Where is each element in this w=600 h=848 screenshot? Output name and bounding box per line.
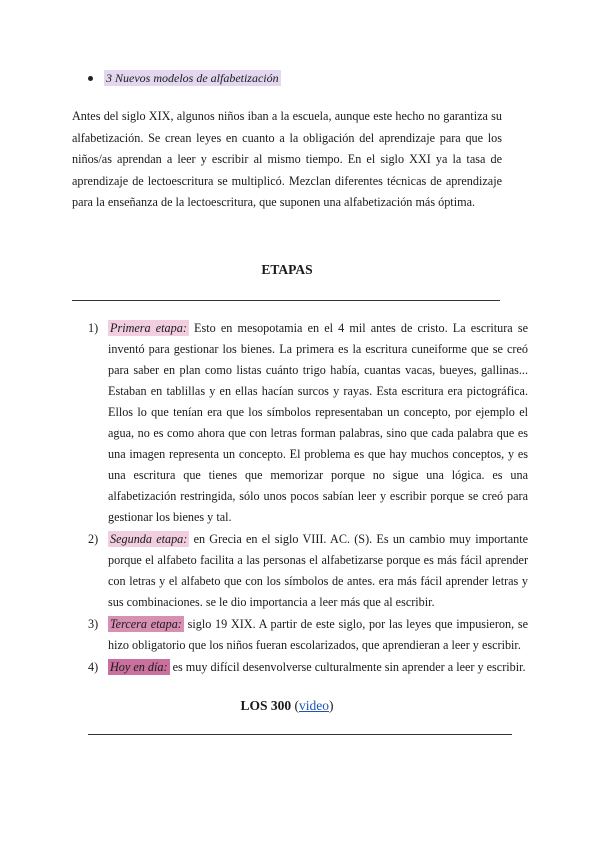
- stage-text: es muy difícil desenvolverse culturalmente sin aprender a leer y escribir.: [172, 660, 526, 674]
- stage-label: Primera etapa:: [110, 321, 187, 335]
- divider-line: [88, 734, 512, 735]
- stage-number: 3): [88, 617, 99, 631]
- intro-paragraph: Antes del siglo XIX, algunos niños iban a la escuela, aunque este hecho no garantiza su alfabetización. Se crean leyes en cuanto a la obligación del aprendizaje para que los niños/as aprendan a leer y escribir al mismo tiempo. En el siglo XXI ya la tasa de aprendizaje de lectoescritura se multiplicó. Mezclan diferentes técnicas de aprendizaje para la enseñanza de la lectoescritura, que suponen una alfabetización más óptima.: [72, 109, 502, 209]
- stage-item: [88, 614, 528, 656]
- paren-open: (: [294, 698, 299, 713]
- video-link-wrapper: [295, 698, 334, 713]
- stage-text: en Grecia en el siglo VIII. AC. (S). Es un cambio muy importante porque el alfabeto facilita a las personas el alfabetizarse porque es más fácil aprender con letras y el alfabeto que con los símbolos de antes. era más fácil aprender letras y sus combinaciones. se le dio importancia a leer más que al escribir.: [108, 532, 529, 609]
- stage-number: 4): [88, 660, 99, 674]
- stage-text: Esto en mesopotamia en el 4 mil antes de cristo. La escritura se inventó para gestionar los bienes. La primera es la escritura cuneiforme que se creó para saber en plan como listas cuánto trigo había, cuantas vacas, bueyes, gallinas... Estaban en tablillas y en ellas hacían surcos y rayas. Esta escritura era pictográfica. Ellos lo que tenían era que los símbolos representaban un concepto, por ejemplo el agua, no es como ahora que con letras forman palabras, sino que cada palabra que es una imagen representa un concepto. El problema es que hay muchos conceptos, y es una escritura que tienes que memorizar porque no sigue una lógica. es una alfabetización restringida, sólo unos pocos sabían leer y escribir porque se creó para gestionar los bienes y tal.: [108, 321, 528, 524]
- stage-label: Tercera etapa:: [110, 617, 182, 631]
- los300-heading: [0, 698, 574, 714]
- stage-label: Segunda etapa:: [110, 532, 188, 546]
- stage-item: [88, 529, 528, 613]
- los300-title: LOS 300: [240, 698, 292, 713]
- divider-line: [72, 300, 500, 301]
- stages-list: [88, 318, 528, 679]
- stage-number: 1): [88, 321, 99, 335]
- paren-close: ): [329, 698, 334, 713]
- bullet-heading-text: 3 Nuevos modelos de alfabetización: [106, 71, 279, 85]
- video-link[interactable]: video: [299, 698, 329, 713]
- etapas-heading: ETAPAS: [261, 262, 313, 277]
- stage-text: siglo 19 XIX. A partir de este siglo, por las leyes que impusieron, se hizo obligatorio que los niños fueran escolarizados, que aprendieran a leer y escribir.: [108, 617, 529, 652]
- bullet-icon: [88, 76, 93, 81]
- bullet-heading: [88, 71, 281, 86]
- stage-label: Hoy en día:: [110, 660, 168, 674]
- stage-item: [88, 657, 528, 678]
- stage-number: 2): [88, 532, 99, 546]
- stage-item: [88, 318, 528, 528]
